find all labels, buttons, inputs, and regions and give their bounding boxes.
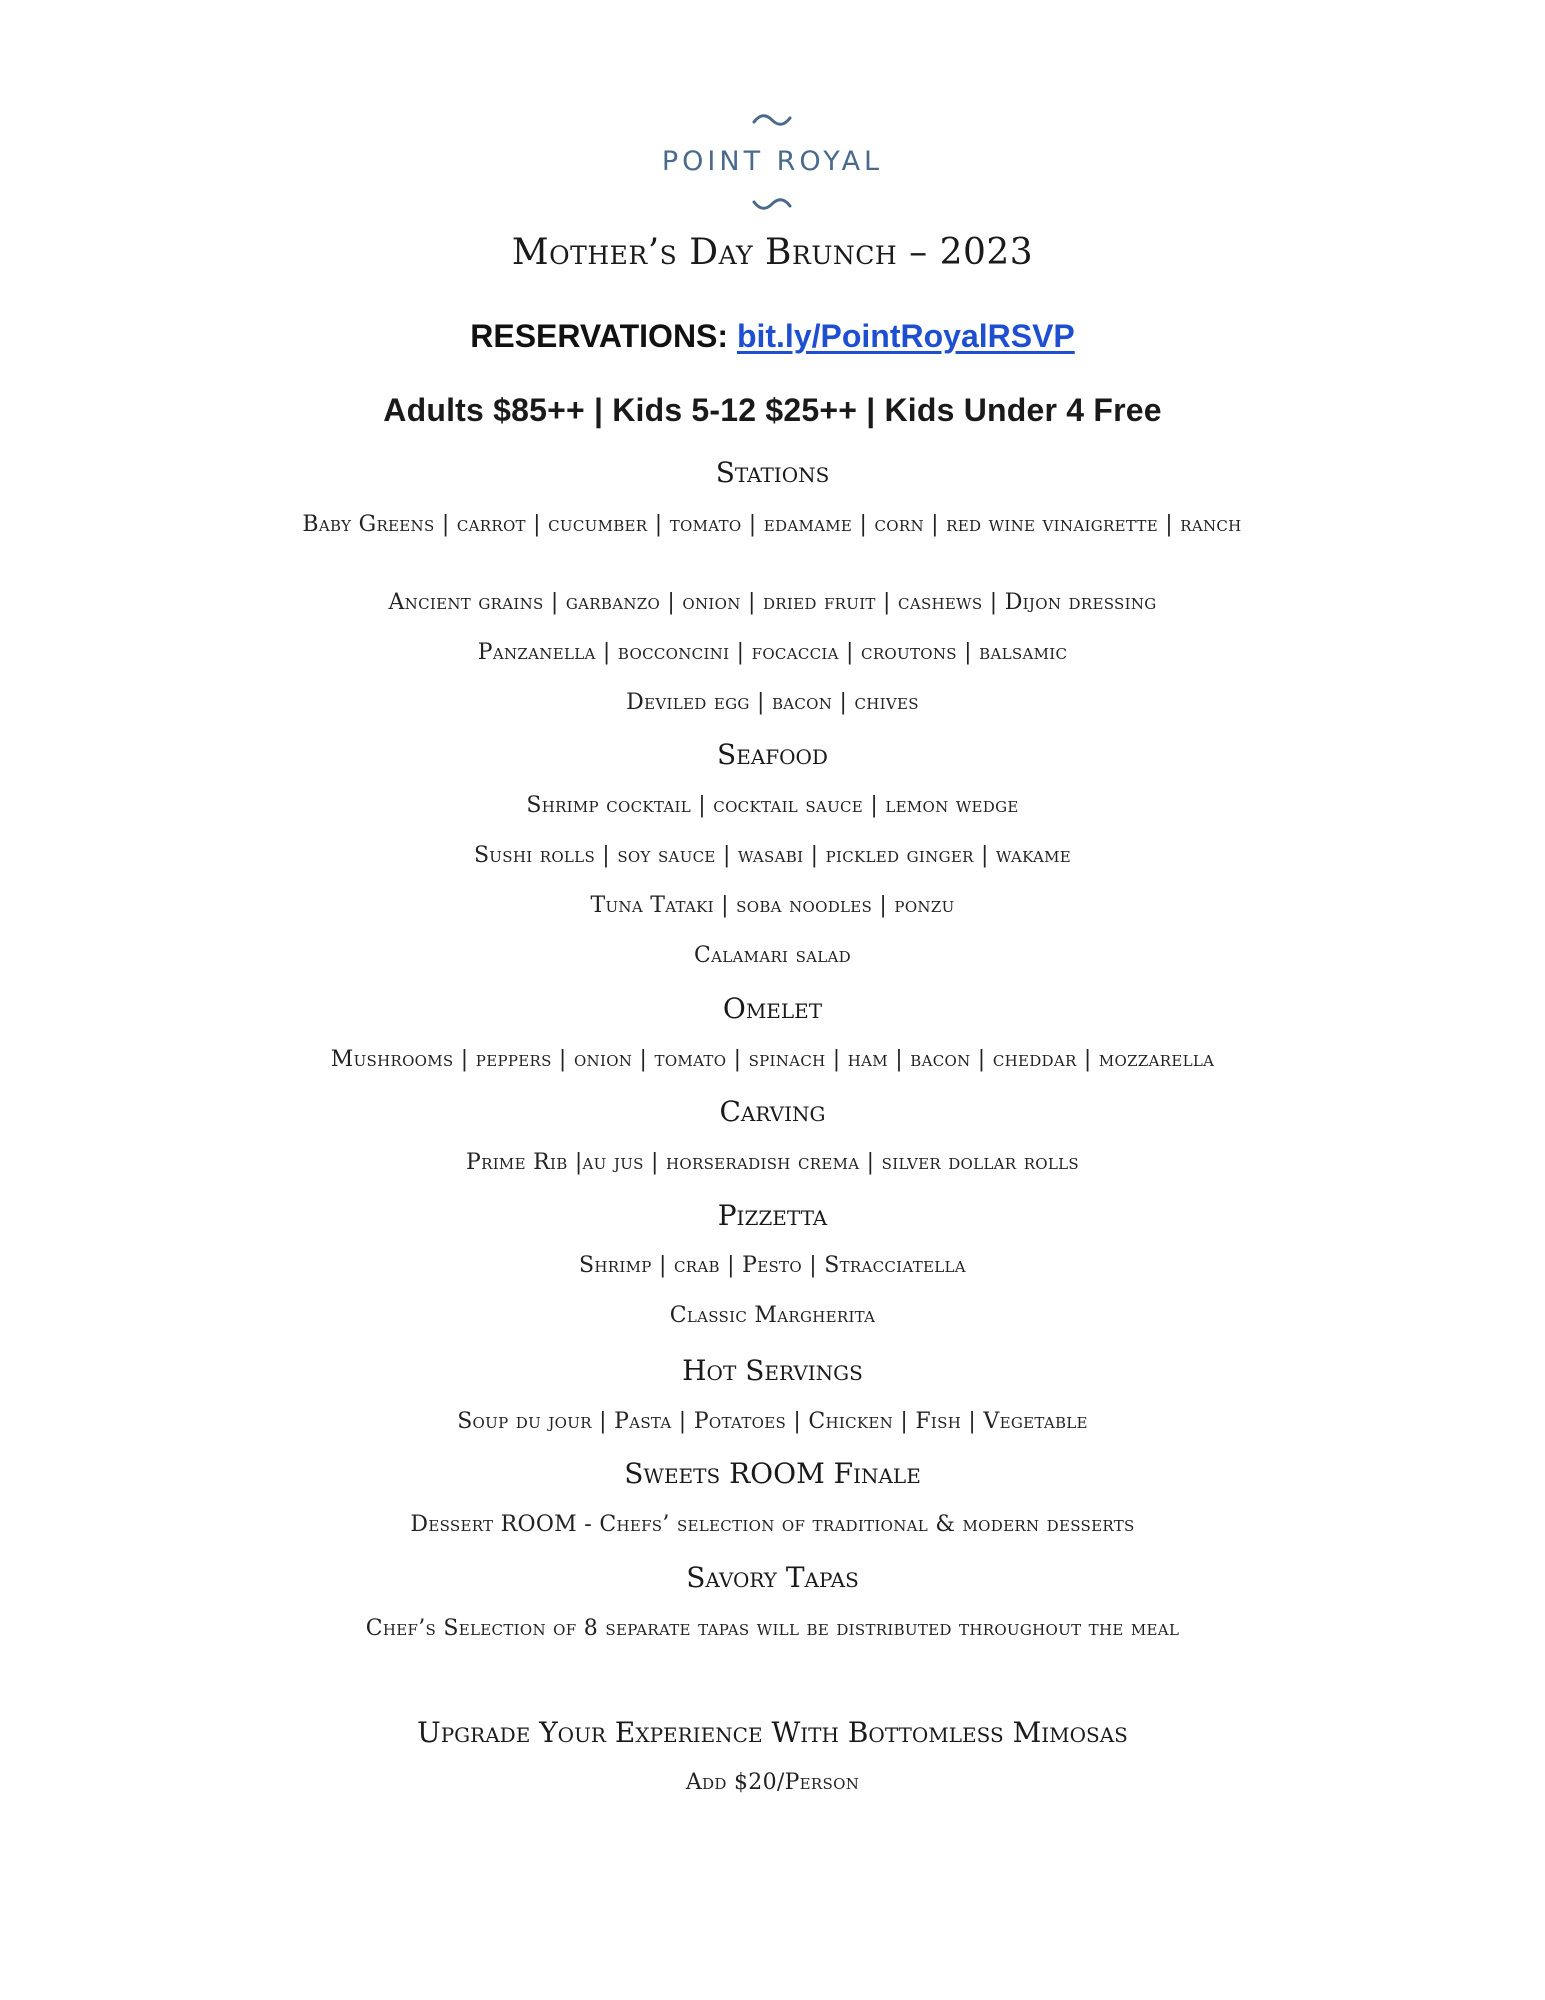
menu-item: Shrimp cocktail | cocktail sauce | lemon wedge <box>526 793 1019 818</box>
reservations-line <box>0 318 1545 355</box>
menu-item: Classic Margherita <box>669 1303 876 1328</box>
menu-item: Deviled egg | bacon | chives <box>626 690 919 715</box>
menu-item: Soup du jour | Pasta | Potatoes | Chicken | Fish | Vegetable <box>457 1409 1088 1434</box>
price-line: Adults $85++ | Kids 5-12 $25++ | Kids Under 4 Free <box>383 392 1162 428</box>
upgrade-heading: Upgrade Your Experience With Bottomless Mimosas <box>417 1716 1128 1749</box>
brand-logo-text: POINT ROYAL <box>661 146 884 177</box>
menu-item: Tuna Tataki | soba noodles | ponzu <box>590 893 955 918</box>
section-heading-stations: Stations <box>715 456 830 489</box>
upgrade-price: Add $20/Person <box>685 1770 860 1795</box>
menu-item: Chef’s Selection of 8 separate tapas will be distributed throughout the meal <box>365 1616 1180 1641</box>
wave-icon <box>752 196 792 212</box>
menu-item: Ancient grains | garbanzo | onion | dried fruit | cashews | Dijon dressing <box>388 590 1157 615</box>
menu-item: Shrimp | crab | Pesto | Stracciatella <box>579 1253 966 1278</box>
section-heading-seafood: Seafood <box>717 738 828 771</box>
section-heading-omelet: Omelet <box>722 992 823 1025</box>
menu-item: Calamari salad <box>694 943 851 968</box>
menu-item: Panzanella | bocconcini | focaccia | croutons | balsamic <box>477 640 1068 665</box>
menu-item: Sushi rolls | soy sauce | wasabi | pickled ginger | wakame <box>473 843 1072 868</box>
section-heading-sweets: Sweets ROOM Finale <box>624 1457 921 1490</box>
menu-item: Mushrooms | peppers | onion | tomato | spinach | ham | bacon | cheddar | mozzarella <box>330 1047 1215 1072</box>
section-heading-carving: Carving <box>719 1095 826 1128</box>
reservations-label: RESERVATIONS: <box>470 318 729 354</box>
section-heading-hot-servings: Hot Servings <box>682 1354 863 1387</box>
reservations-link[interactable]: bit.ly/PointRoyalRSVP <box>736 318 1075 354</box>
section-heading-savory-tapas: Savory Tapas <box>686 1561 859 1594</box>
section-heading-pizzetta: Pizzetta <box>717 1199 828 1232</box>
wave-icon <box>752 112 792 128</box>
menu-item: Prime Rib |au jus | horseradish crema | silver dollar rolls <box>466 1150 1079 1175</box>
page-title: Mother’s Day Brunch – 2023 <box>511 232 1034 273</box>
menu-item: Baby Greens | carrot | cucumber | tomato | edamame | corn | red wine vinaigrette | ranch <box>302 512 1242 537</box>
menu-item: Dessert ROOM - Chefs’ selection of traditional & modern desserts <box>410 1512 1135 1537</box>
